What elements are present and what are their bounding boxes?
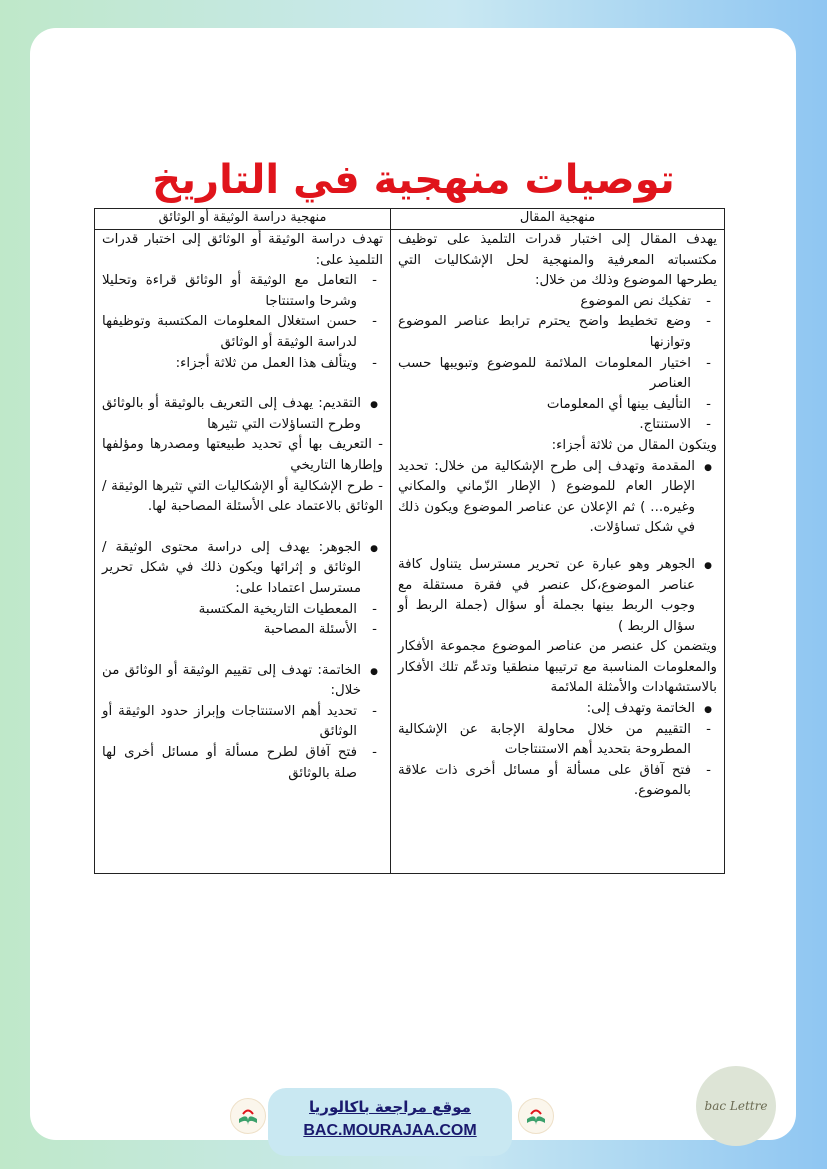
essay-intro-part: ● المقدمة وتهدف إلى طرح الإشكالية من خلال: تحديد الإطار العام للموضوع ( الإطار الزّماني والمكاني وغيره... ) ثم الإعلان عن عناصر الموضوع ويكون ذلك في شكل تساؤلات. — [398, 457, 717, 539]
page-title: توصيات منهجية في التاريخ — [152, 156, 675, 203]
methodology-table — [94, 208, 725, 874]
essay-intro: يهدف المقال إلى اختبار قدرات التلميذ على توظيف مكتسباته المعرفية والمنهجية لحل الإشكاليات التي يطرحها الموضوع وذلك من خلال: — [398, 232, 717, 289]
essay-cell — [391, 230, 725, 874]
essay-column-header: منهجية المقال — [391, 209, 725, 230]
essay-conclusion-item: - التقييم من خلال محاولة الإجابة عن الإشكالية المطروحة بتحديد أهم الاستنتاجات — [398, 720, 717, 761]
document-column-header: منهجية دراسة الوثيقة أو الوثائق — [95, 209, 391, 230]
list-item: - حسن استغلال المعلومات المكتسبة وتوظيفها لدراسة الوثيقة أو الوثائق — [102, 312, 383, 353]
list-item: - اختيار المعلومات الملائمة للموضوع وتبويبها حسب العناصر — [398, 354, 717, 395]
essay-conclusion-label: ● الخاتمة وتهدف إلى: — [398, 699, 717, 720]
footer-site-banner[interactable] — [268, 1088, 512, 1156]
list-item: - الأسئلة المصاحبة — [102, 620, 383, 641]
list-item: - تفكيك نص الموضوع — [398, 292, 717, 313]
list-item: - تحديد أهم الاستنتاجات وإبراز حدود الوثيقة أو الوثائق — [102, 702, 383, 743]
book-logo-icon — [518, 1098, 554, 1134]
document-intro: تهدف دراسة الوثيقة أو الوثائق إلى اختبار قدرات التلميذ على: — [102, 232, 383, 268]
document-body-part: ● الجوهر: يهدف إلى دراسة محتوى الوثيقة / الوثائق و إثرائها ويكون ذلك في شكل تحرير مسترسل اعتمادا على: — [102, 538, 383, 600]
list-item: - المعطيات التاريخية المكتسبة — [102, 600, 383, 621]
table-body-row — [95, 230, 725, 874]
essay-body-detail: ويتضمن كل عنصر من عناصر الموضوع مجموعة الأفكار والمعلومات المناسبة مع ترتيبها منطقيا وتدعّم تلك الأفكار بالاستشهادات والأمثلة الملائمة — [398, 639, 717, 696]
list-item: - الاستنتاج. — [398, 415, 717, 436]
list-item: - التأليف بينها أي المعلومات — [398, 395, 717, 416]
document-intro-sub: - التعريف بها أي تحديد طبيعتها ومصدرها ومؤلفها وإطارها التاريخي — [102, 437, 383, 473]
essay-skills-list — [398, 292, 717, 436]
document-body-list — [102, 600, 383, 641]
essay-body-part: ● الجوهر وهو عبارة عن تحرير مسترسل يتناول كافة عناصر الموضوع،كل عنصر في فقرة مستقلة مع وجوب الربط بينها بجملة أو سؤال (جملة الربط أو سؤال الربط ) — [398, 555, 717, 637]
footer-site-arabic-link[interactable]: موقع مراجعة باكالوريا — [309, 1098, 471, 1116]
document-conclusion-part: ● الخاتمة: تهدف إلى تقييم الوثيقة أو الوثائق من خلال: — [102, 661, 383, 702]
list-item: - التعامل مع الوثيقة أو الوثائق قراءة وتحليلا وشرحا واستنتاجا — [102, 271, 383, 312]
book-logo-icon — [230, 1098, 266, 1134]
document-cell — [95, 230, 391, 874]
footer-site-url-link[interactable]: BAC.MOURAJAA.COM — [303, 1122, 477, 1139]
table-header-row — [95, 209, 725, 230]
document-intro-sub: - طرح الإشكالية أو الإشكاليات التي تثيرها الوثيقة / الوثائق بالاعتماد على الأسئلة المصاحبة لها. — [102, 478, 383, 515]
document-skills-list — [102, 271, 383, 374]
list-item: - فتح آفاق لطرح مسألة أو مسائل أخرى لها صلة بالوثائق — [102, 743, 383, 784]
essay-parts-label: ويتكون المقال من ثلاثة أجزاء: — [551, 437, 717, 453]
list-item: - وضع تخطيط واضح يحترم ترابط عناصر الموضوع وتوازنها — [398, 312, 717, 353]
list-item: - ويتألف هذا العمل من ثلاثة أجزاء: — [102, 354, 383, 375]
bac-lettre-badge: bac Lettre — [696, 1066, 776, 1146]
essay-conclusion-item: - فتح آفاق على مسألة أو مسائل أخرى ذات علاقة بالموضوع. — [398, 761, 717, 802]
document-conclusion-list — [102, 702, 383, 784]
document-intro-part: ● التقديم: يهدف إلى التعريف بالوثيقة أو بالوثائق وطرح التساؤلات التي تثيرها — [102, 394, 383, 435]
